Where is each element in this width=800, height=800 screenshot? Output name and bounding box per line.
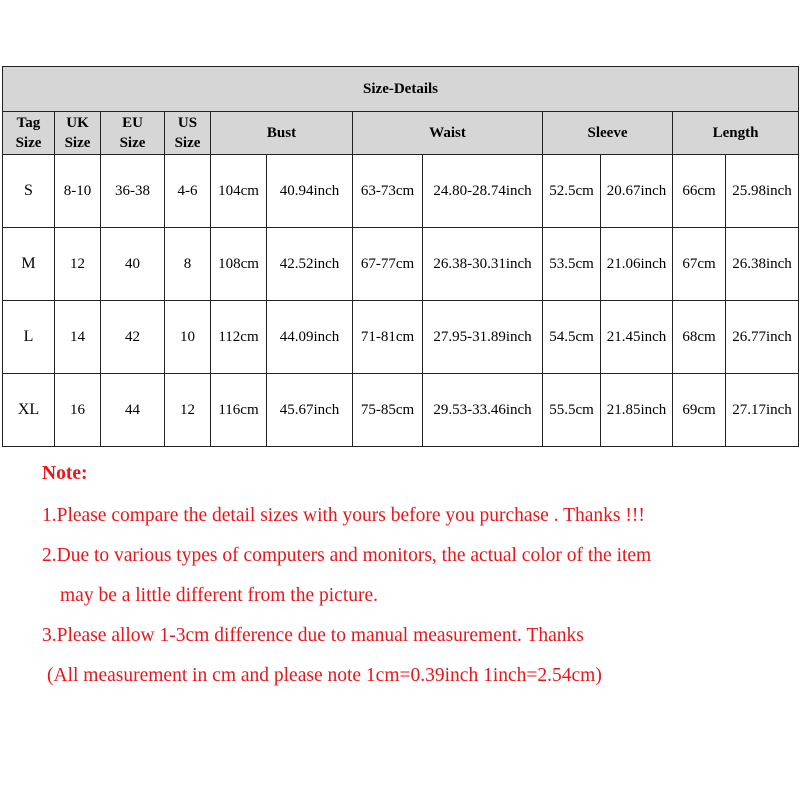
- cell-bust-inch: 45.67inch: [267, 374, 353, 447]
- cell-us-size: 10: [165, 301, 211, 374]
- cell-waist-cm: 67-77cm: [353, 228, 423, 301]
- cell-length-inch: 27.17inch: [726, 374, 799, 447]
- cell-waist-inch: 24.80-28.74inch: [423, 155, 543, 228]
- note-line-2: 2.Due to various types of computers and monitors, the actual color of the item: [42, 545, 652, 566]
- cell-sleeve-inch: 21.06inch: [601, 228, 673, 301]
- size-details-table: [2, 66, 799, 447]
- cell-waist-inch: 29.53-33.46inch: [423, 374, 543, 447]
- table-row: [3, 155, 799, 228]
- cell-uk-size: 8-10: [55, 155, 101, 228]
- cell-sleeve-inch: 21.85inch: [601, 374, 673, 447]
- cell-tag-size: XL: [3, 374, 55, 447]
- note-line-4: (All measurement in cm and please note 1cm=0.39inch 1inch=2.54cm): [47, 665, 602, 686]
- cell-uk-size: 16: [55, 374, 101, 447]
- cell-length-cm: 66cm: [673, 155, 726, 228]
- cell-waist-cm: 75-85cm: [353, 374, 423, 447]
- table-row: [3, 301, 799, 374]
- cell-sleeve-cm: 54.5cm: [543, 301, 601, 374]
- cell-bust-cm: 104cm: [211, 155, 267, 228]
- note-line-1: 1.Please compare the detail sizes with yours before you purchase . Thanks !!!: [42, 505, 645, 526]
- cell-length-inch: 26.77inch: [726, 301, 799, 374]
- cell-waist-cm: 63-73cm: [353, 155, 423, 228]
- cell-us-size: 4-6: [165, 155, 211, 228]
- note-line-2-continued: may be a little different from the picture.: [60, 585, 379, 606]
- cell-sleeve-cm: 55.5cm: [543, 374, 601, 447]
- cell-waist-inch: 26.38-30.31inch: [423, 228, 543, 301]
- header-us-size: US Size: [165, 112, 211, 155]
- cell-us-size: 12: [165, 374, 211, 447]
- cell-sleeve-cm: 53.5cm: [543, 228, 601, 301]
- header-waist: Waist: [353, 112, 543, 155]
- cell-eu-size: 36-38: [101, 155, 165, 228]
- cell-eu-size: 44: [101, 374, 165, 447]
- cell-uk-size: 14: [55, 301, 101, 374]
- cell-bust-inch: 40.94inch: [267, 155, 353, 228]
- cell-eu-size: 40: [101, 228, 165, 301]
- cell-waist-inch: 27.95-31.89inch: [423, 301, 543, 374]
- table-row: [3, 374, 799, 447]
- header-length: Length: [673, 112, 799, 155]
- cell-length-inch: 26.38inch: [726, 228, 799, 301]
- cell-length-inch: 25.98inch: [726, 155, 799, 228]
- note-title: Note:: [42, 463, 88, 484]
- cell-eu-size: 42: [101, 301, 165, 374]
- header-bust: Bust: [211, 112, 353, 155]
- cell-length-cm: 68cm: [673, 301, 726, 374]
- cell-us-size: 8: [165, 228, 211, 301]
- note-line-3: 3.Please allow 1-3cm difference due to manual measurement. Thanks: [42, 625, 584, 646]
- cell-bust-cm: 116cm: [211, 374, 267, 447]
- header-eu-size: EU Size: [101, 112, 165, 155]
- cell-uk-size: 12: [55, 228, 101, 301]
- cell-length-cm: 67cm: [673, 228, 726, 301]
- header-sleeve: Sleeve: [543, 112, 673, 155]
- cell-tag-size: S: [3, 155, 55, 228]
- cell-bust-inch: 42.52inch: [267, 228, 353, 301]
- cell-bust-cm: 112cm: [211, 301, 267, 374]
- cell-sleeve-inch: 21.45inch: [601, 301, 673, 374]
- header-tag-size: Tag Size: [3, 112, 55, 155]
- cell-bust-inch: 44.09inch: [267, 301, 353, 374]
- cell-waist-cm: 71-81cm: [353, 301, 423, 374]
- cell-sleeve-cm: 52.5cm: [543, 155, 601, 228]
- cell-bust-cm: 108cm: [211, 228, 267, 301]
- header-uk-size: UK Size: [55, 112, 101, 155]
- table-title: Size-Details: [3, 67, 799, 112]
- cell-sleeve-inch: 20.67inch: [601, 155, 673, 228]
- cell-tag-size: M: [3, 228, 55, 301]
- cell-tag-size: L: [3, 301, 55, 374]
- cell-length-cm: 69cm: [673, 374, 726, 447]
- table-row: [3, 228, 799, 301]
